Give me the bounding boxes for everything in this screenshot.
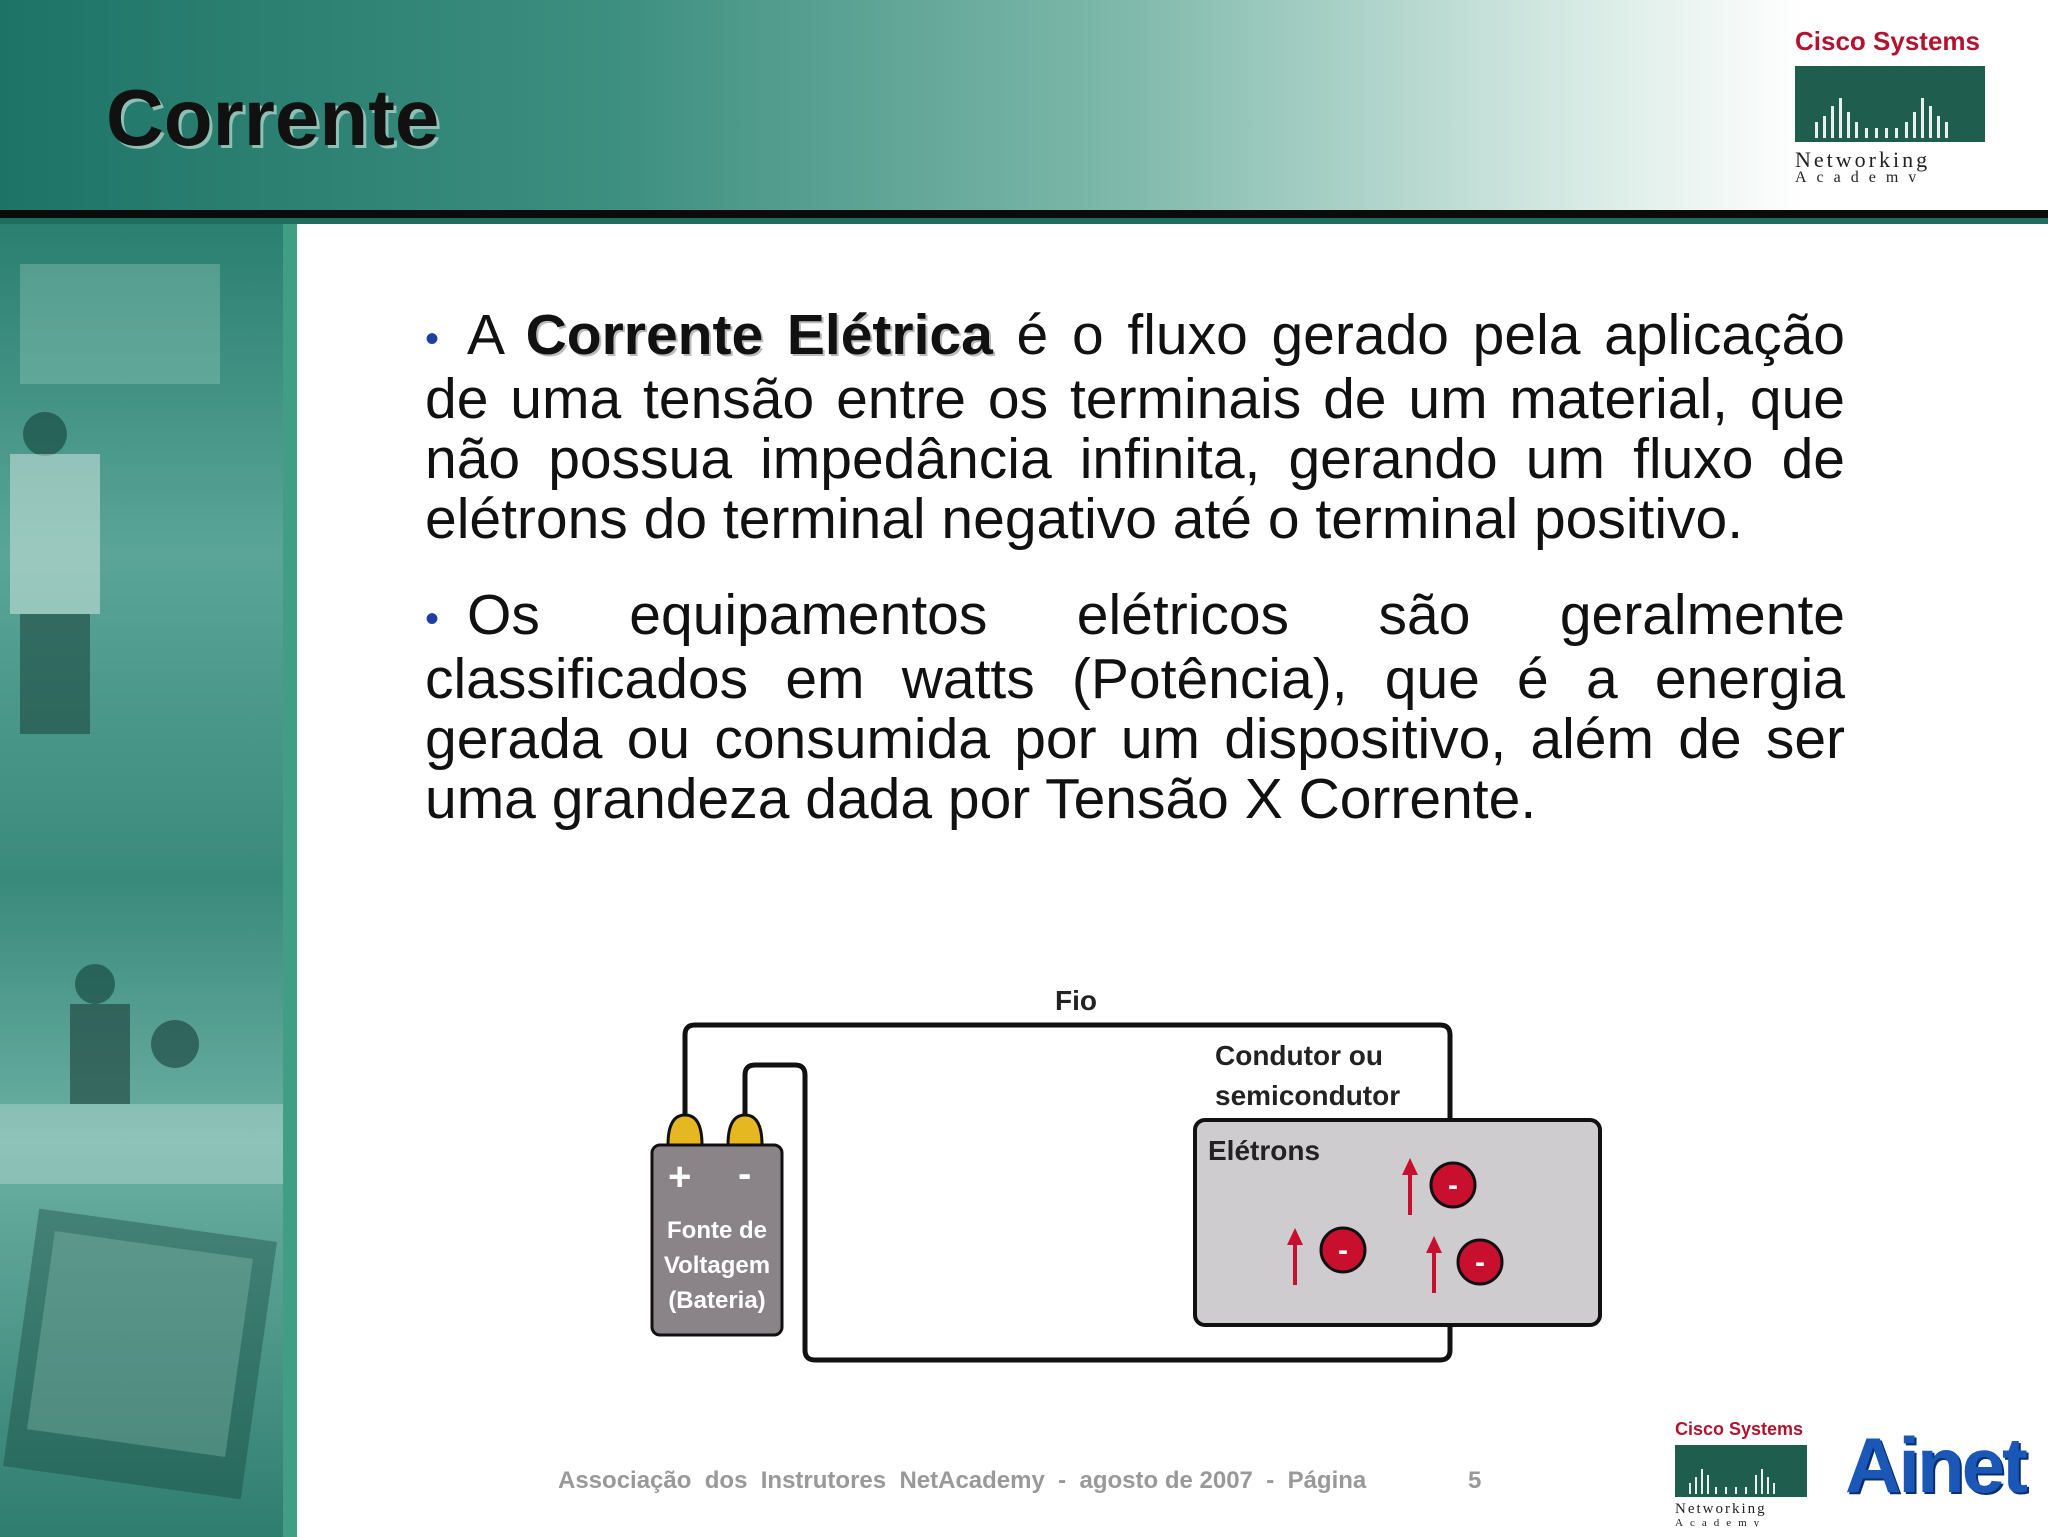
bullet-1-prefix: A — [467, 303, 526, 367]
cisco-logo-small — [1675, 1415, 1815, 1527]
bullet-2 — [425, 582, 1845, 831]
cisco-logo-line2: Networking — [1795, 147, 1931, 172]
wire-label: Fio — [1055, 985, 1097, 1016]
bullet-1-text: é o fluxo gerado pela aplicação de uma tensão entre os terminais de um material, que não possua impedância infinita, gerando um fluxo de elétrons do terminal negativo até o terminal positivo. — [425, 303, 1845, 551]
bullet-dot: • — [425, 316, 440, 361]
side-accent-bar — [283, 224, 297, 1537]
side-photo — [0, 224, 295, 1537]
cisco-logo-small-line3: Academy — [1675, 1517, 1767, 1527]
bullet-2-text: Os equipamentos elétricos são geralmente classificados em watts (Potência), que é a energia gerada ou consumida por um dispositivo, além de ser uma grandeza dada por Tensão X Corrente. — [425, 582, 1845, 831]
battery-label-3: (Bateria) — [668, 1287, 766, 1314]
electron-sign: - — [1475, 1246, 1485, 1279]
electrons-label: Elétrons — [1208, 1135, 1321, 1166]
battery-plus: + — [668, 1155, 692, 1199]
cisco-logo-line3: Academy — [1795, 169, 1927, 182]
bullet-dot: • — [425, 596, 440, 641]
electron-sign: - — [1338, 1234, 1348, 1267]
bullet-1 — [425, 305, 1845, 549]
circuit-diagram — [630, 975, 1630, 1375]
slide-content — [425, 305, 1845, 865]
bullet-1-bold: Corrente Elétrica — [525, 303, 993, 367]
cisco-logo-small-line1: Cisco Systems — [1675, 1419, 1804, 1439]
conductor-label-2: semicondutor — [1215, 1080, 1401, 1111]
cisco-logo-small-line2: Networking — [1675, 1501, 1767, 1517]
battery-label-2: Voltagem — [663, 1252, 771, 1279]
header-divider-accent — [0, 218, 2048, 224]
electron-sign: - — [1448, 1169, 1458, 1202]
ainet-logo: Ainet — [1845, 1421, 2025, 1509]
battery-minus: - — [738, 1152, 752, 1196]
header-divider — [0, 210, 2048, 218]
conductor-label-1: Condutor ou — [1215, 1040, 1383, 1071]
slide-title: Corrente — [106, 73, 440, 162]
cisco-logo — [1795, 22, 1995, 182]
battery-terminal-positive — [668, 1115, 702, 1145]
cisco-logo-line1: Cisco Systems — [1795, 26, 1980, 56]
battery-terminal-negative — [728, 1115, 762, 1145]
page-number: 5 — [1468, 1467, 1482, 1494]
footer-text: Associação dos Instrutores NetAcademy - agosto de 2007 - Página — [558, 1467, 1367, 1494]
battery-label-1: Fonte de — [667, 1217, 767, 1244]
